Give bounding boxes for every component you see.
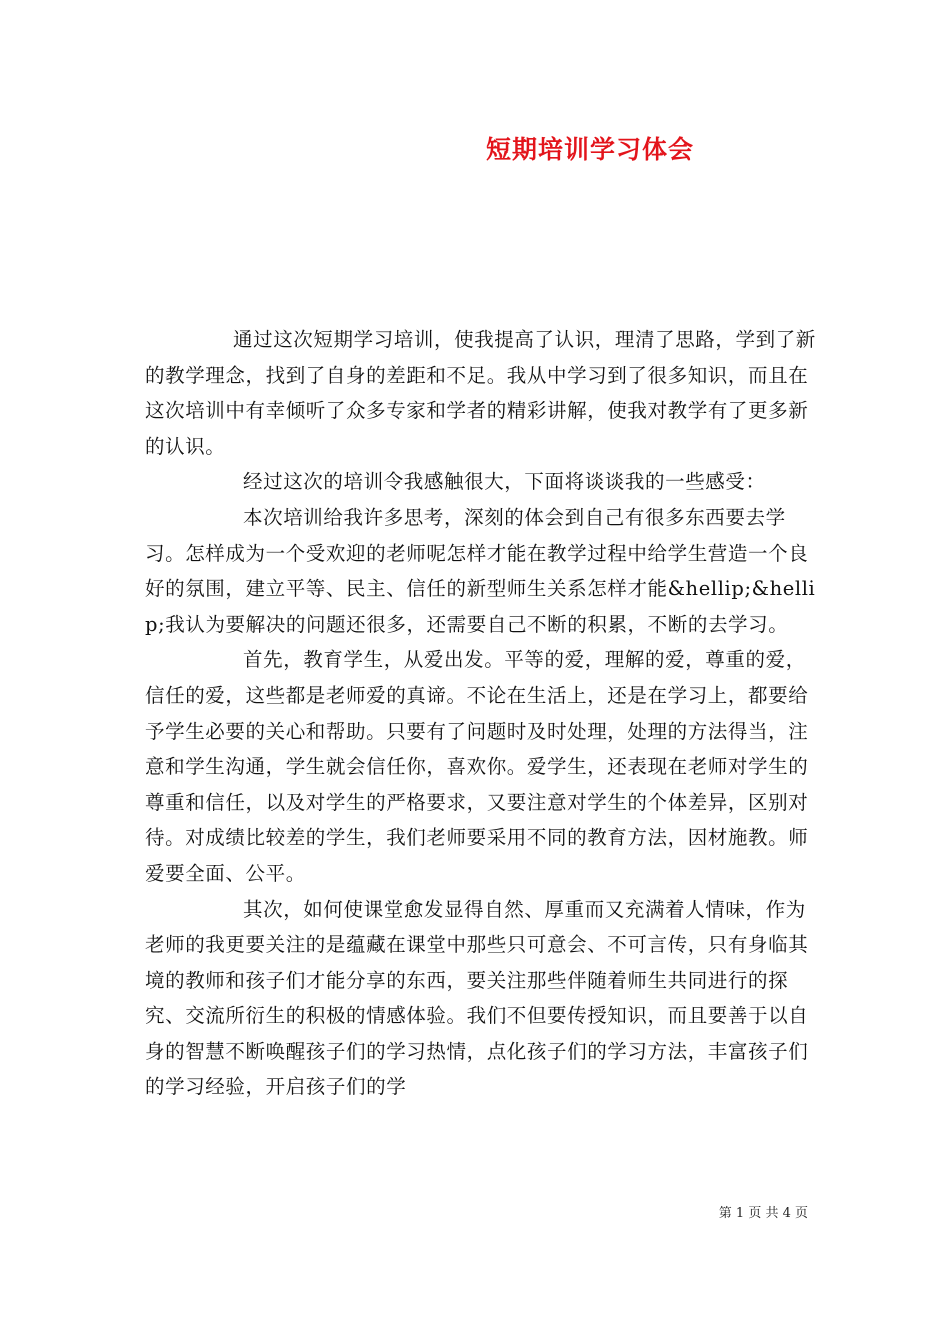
document-title: 短期培训学习体会 <box>485 135 694 164</box>
paragraph-intro: 通过这次短期学习培训，使我提高了认识，理清了思路，学到了新的教学理念，找到了自身的差距和不足。我从中学习到了很多知识，而且在这次培训中有幸倾听了众多专家和学者的精彩讲解，使我对教学有了更多新的认识。 <box>145 328 816 458</box>
page-number-footer: 第 1 页 共 4 页 <box>718 1206 808 1221</box>
paragraph-classroom: 其次，如何使课堂愈发显得自然、厚重而又充满着人情味，作为老师的我更要关注的是蕴藏在课堂中那些只可意会、不可言传，只有身临其境的教师和孩子们才能分享的东西，要关注那些伴随着师生共同进行的探究、交流所衍生的积极的情感体验。我们不但要传授知识，而且要善于以自身的智慧不断唤醒孩子们的学习热情，点化孩子们的学习方法，丰富孩子们的学习经验，开启孩子们的学 <box>145 897 809 1099</box>
document-body <box>145 322 825 1105</box>
paragraph-love: 首先，教育学生，从爱出发。平等的爱，理解的爱，尊重的爱，信任的爱，这些都是老师爱的真谛。不论在生活上，还是在学习上，都要给予学生必要的关心和帮助。只要有了问题时及时处理，处理的方法得当，注意和学生沟通，学生就会信任你，喜欢你。爱学生，还表现在老师对学生的尊重和信任，以及对学生的严格要求，又要注意对学生的个体差异，区别对待。对成绩比较差的学生，我们老师要采用不同的教育方法，因材施教。师爱要全面、公平。 <box>145 648 809 885</box>
paragraph-feelings: 经过这次的培训令我感触很大，下面将谈谈我的一些感受： <box>243 470 766 494</box>
paragraph-reflection: 本次培训给我许多思考，深刻的体会到自己有很多东西要去学习。怎样成为一个受欢迎的老师呢怎样才能在教学过程中给学生营造一个良好的氛围，建立平等、民主、信任的新型师生关系怎样才能&hellip;&hellip;我认为要解决的问题还很多，还需要自己不断的积累，不断的去学习。 <box>145 505 816 636</box>
